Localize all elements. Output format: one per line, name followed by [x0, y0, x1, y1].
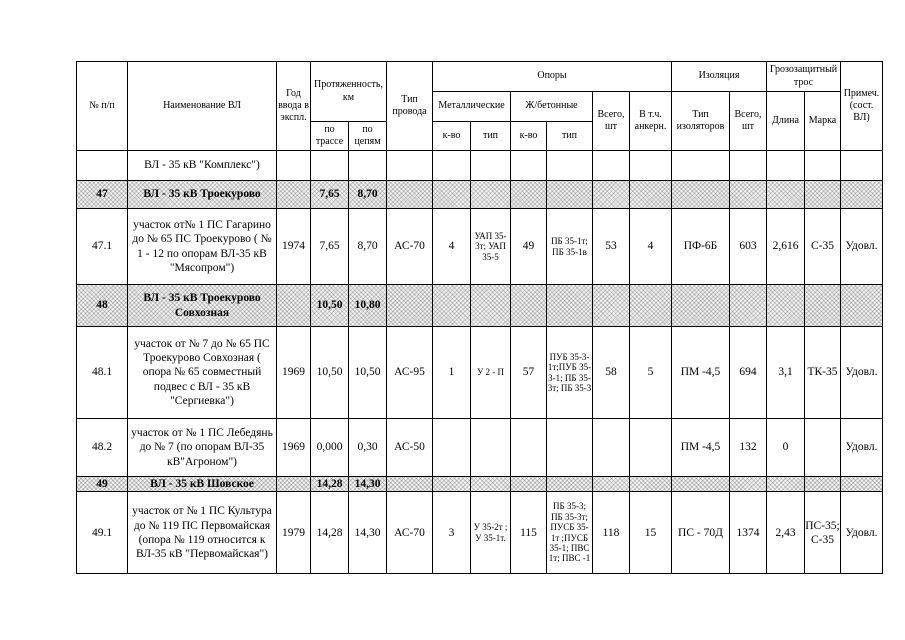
row-length-circuits: 8,70: [349, 209, 387, 285]
row-length-circuits: 10,80: [349, 285, 387, 327]
row-gw-brand: [805, 419, 841, 477]
header-note: Примеч. (сост. ВЛ): [841, 62, 883, 151]
table-group-row: [77, 181, 883, 209]
row-total-supports: [593, 285, 630, 327]
row-concrete-count: 49: [511, 209, 547, 285]
row-total-supports: [593, 151, 630, 181]
row-total-supports: 58: [593, 327, 630, 419]
row-metal-count: [433, 419, 471, 477]
row-concrete-count: [511, 419, 547, 477]
row-metal-count: [433, 477, 471, 492]
row-num: [77, 151, 128, 181]
row-note: Удовл.: [841, 492, 883, 574]
row-total-supports: [593, 419, 630, 477]
row-concrete-count: 57: [511, 327, 547, 419]
row-metal-count: [433, 181, 471, 209]
row-num: 47: [77, 181, 128, 209]
row-total-insulators: 694: [730, 327, 767, 419]
row-concrete-count: 115: [511, 492, 547, 574]
row-wire-type: АС-50: [387, 419, 433, 477]
row-anchor: [630, 477, 672, 492]
row-num: 48.1: [77, 327, 128, 419]
row-total-supports: 53: [593, 209, 630, 285]
row-name: участок от № 1 ПС Культура до № 119 ПС Первомайская (опора № 119 относится к ВЛ-35 кВ "Первомайская"): [128, 492, 277, 574]
row-insulator-type: ПС - 70Д: [672, 492, 730, 574]
row-wire-type: [387, 181, 433, 209]
row-gw-length: 2,616: [767, 209, 805, 285]
header-length-circuits: по цепям: [349, 122, 387, 151]
row-year: 1969: [277, 419, 311, 477]
row-name: участок от № 1 ПС Лебедянь до № 7 (по опорам ВЛ-35 кВ"Агроном"): [128, 419, 277, 477]
row-length-circuits: [349, 151, 387, 181]
header-total-supports: Всего, шт: [593, 92, 630, 151]
row-insulator-type: [672, 151, 730, 181]
row-gw-length: [767, 181, 805, 209]
row-concrete-count: [511, 285, 547, 327]
row-name: участок от№ 1 ПС Гагарино до № 65 ПС Троекурово ( № 1 - 12 по опорам ВЛ-35 кВ "Мясопром"): [128, 209, 277, 285]
row-total-supports: [593, 181, 630, 209]
row-length-route: 10,50: [311, 327, 349, 419]
row-anchor: [630, 285, 672, 327]
row-wire-type: АС-95: [387, 327, 433, 419]
row-insulator-type: ПМ -4,5: [672, 419, 730, 477]
row-metal-type: У 2 - П: [471, 327, 511, 419]
row-anchor: 15: [630, 492, 672, 574]
row-anchor: [630, 151, 672, 181]
row-metal-type: [471, 477, 511, 492]
row-gw-brand: ТК-35: [805, 327, 841, 419]
header-gw-length: Длина: [767, 92, 805, 151]
row-note: [841, 151, 883, 181]
row-gw-brand: [805, 151, 841, 181]
row-year: [277, 285, 311, 327]
row-insulator-type: ПМ -4,5: [672, 327, 730, 419]
header-supports: Опоры: [433, 62, 672, 92]
row-gw-brand: [805, 477, 841, 492]
header-concrete-type: тип: [547, 122, 593, 151]
row-metal-type: УАП 35-3т; УАП 35-5: [471, 209, 511, 285]
row-year: 1969: [277, 327, 311, 419]
row-year: 1974: [277, 209, 311, 285]
row-wire-type: АС-70: [387, 209, 433, 285]
row-gw-brand: С-35: [805, 209, 841, 285]
row-name: ВЛ - 35 кВ Троекурово Совхозная: [128, 285, 277, 327]
row-name: участок от № 7 до № 65 ПС Троекурово Совхозная ( опора № 65 совместный подвес с ВЛ - 35 кВ "Сергиевка"): [128, 327, 277, 419]
header-insulation: Изоляция: [672, 62, 767, 92]
table-row: [77, 151, 883, 181]
row-length-route: [311, 151, 349, 181]
row-year: [277, 151, 311, 181]
row-concrete-count: [511, 477, 547, 492]
row-num: 47.1: [77, 209, 128, 285]
row-note: [841, 285, 883, 327]
row-concrete-type: ПБ 35-3; ПБ 35-3т; ПУСБ 35-1т ;ПУСБ 35-1; ПВС 1т; ПВС -1: [547, 492, 593, 574]
row-total-supports: 118: [593, 492, 630, 574]
row-gw-length: 0: [767, 419, 805, 477]
row-length-circuits: 14,30: [349, 492, 387, 574]
row-anchor: 4: [630, 209, 672, 285]
row-gw-length: [767, 285, 805, 327]
table-row: [77, 327, 883, 419]
row-insulator-type: [672, 285, 730, 327]
row-year: 1979: [277, 492, 311, 574]
row-gw-length: [767, 477, 805, 492]
header-metal-type: тип: [471, 122, 511, 151]
row-name: ВЛ - 35 кВ Шовское: [128, 477, 277, 492]
row-note: [841, 477, 883, 492]
header-ground-wire: Грозозащитный трос: [767, 62, 841, 92]
row-wire-type: АС-70: [387, 492, 433, 574]
row-concrete-count: [511, 151, 547, 181]
table-group-row: [77, 477, 883, 492]
row-total-insulators: 1374: [730, 492, 767, 574]
row-anchor: [630, 181, 672, 209]
row-concrete-type: [547, 181, 593, 209]
row-num: 48: [77, 285, 128, 327]
table-group-row: [77, 285, 883, 327]
row-concrete-type: [547, 151, 593, 181]
row-note: [841, 181, 883, 209]
header-length-route: по трассе: [311, 122, 349, 151]
row-length-route: 7,65: [311, 181, 349, 209]
row-gw-brand: [805, 285, 841, 327]
row-length-circuits: 10,50: [349, 327, 387, 419]
row-insulator-type: [672, 181, 730, 209]
row-wire-type: [387, 285, 433, 327]
row-anchor: [630, 419, 672, 477]
row-gw-brand: ПС-35; С-35: [805, 492, 841, 574]
row-total-insulators: 603: [730, 209, 767, 285]
row-num: 49: [77, 477, 128, 492]
row-year: [277, 477, 311, 492]
row-concrete-type: [547, 419, 593, 477]
row-metal-type: [471, 151, 511, 181]
table-header: [77, 62, 883, 151]
header-concrete: Ж/бетонные: [511, 92, 593, 122]
row-length-circuits: 8,70: [349, 181, 387, 209]
row-year: [277, 181, 311, 209]
header-metal: Металлические: [433, 92, 511, 122]
row-insulator-type: [672, 477, 730, 492]
header-gw-brand: Марка: [805, 92, 841, 151]
row-note: Удовл.: [841, 209, 883, 285]
row-length-route: 0,000: [311, 419, 349, 477]
row-metal-count: [433, 285, 471, 327]
row-name: ВЛ - 35 кВ "Комплекс"): [128, 151, 277, 181]
data-table: [76, 61, 883, 574]
row-wire-type: [387, 477, 433, 492]
row-total-insulators: [730, 285, 767, 327]
header-concrete-count: к-во: [511, 122, 547, 151]
row-length-route: 7,65: [311, 209, 349, 285]
table-row: [77, 419, 883, 477]
row-concrete-type: ПУБ 35-3-1т;ПУБ 35-3-1; ПБ 35-3т; ПБ 35-3: [547, 327, 593, 419]
table-row: [77, 492, 883, 574]
row-concrete-type: [547, 477, 593, 492]
row-note: Удовл.: [841, 327, 883, 419]
row-length-route: 14,28: [311, 477, 349, 492]
header-year: Год ввода в экспл.: [277, 62, 311, 151]
row-length-circuits: 0,30: [349, 419, 387, 477]
row-gw-length: 3,1: [767, 327, 805, 419]
row-metal-count: 4: [433, 209, 471, 285]
row-num: 48.2: [77, 419, 128, 477]
row-gw-brand: [805, 181, 841, 209]
table-body: [77, 151, 883, 574]
table-row: [77, 209, 883, 285]
row-total-insulators: [730, 181, 767, 209]
row-wire-type: [387, 151, 433, 181]
row-total-insulators: [730, 151, 767, 181]
header-total-insulators: Всего, шт: [730, 92, 767, 151]
row-concrete-count: [511, 181, 547, 209]
row-name: ВЛ - 35 кВ Троекурово: [128, 181, 277, 209]
row-metal-count: 3: [433, 492, 471, 574]
header-insulator-type: Тип изоляторов: [672, 92, 730, 151]
row-length-route: 10,50: [311, 285, 349, 327]
row-metal-type: У 35-2т ; У 35-1т.: [471, 492, 511, 574]
row-insulator-type: ПФ-6Б: [672, 209, 730, 285]
row-note: Удовл.: [841, 419, 883, 477]
row-metal-count: [433, 151, 471, 181]
row-num: 49.1: [77, 492, 128, 574]
row-gw-length: 2,43: [767, 492, 805, 574]
header-name: Наименование ВЛ: [128, 62, 277, 151]
header-metal-count: к-во: [433, 122, 471, 151]
row-metal-type: [471, 181, 511, 209]
row-concrete-type: [547, 285, 593, 327]
row-metal-type: [471, 285, 511, 327]
row-total-insulators: [730, 477, 767, 492]
row-total-insulators: 132: [730, 419, 767, 477]
row-total-supports: [593, 477, 630, 492]
lines-register-table: [76, 61, 883, 574]
row-metal-type: [471, 419, 511, 477]
row-length-route: 14,28: [311, 492, 349, 574]
header-num: № п/п: [77, 62, 128, 151]
header-anchor: В т.ч. анкерн.: [630, 92, 672, 151]
row-anchor: 5: [630, 327, 672, 419]
row-concrete-type: ПБ 35-1т; ПБ 35-1в: [547, 209, 593, 285]
row-length-circuits: 14,30: [349, 477, 387, 492]
row-gw-length: [767, 151, 805, 181]
header-wire-type: Тип провода: [387, 62, 433, 151]
header-length: Протяженность, км: [311, 62, 387, 122]
row-metal-count: 1: [433, 327, 471, 419]
